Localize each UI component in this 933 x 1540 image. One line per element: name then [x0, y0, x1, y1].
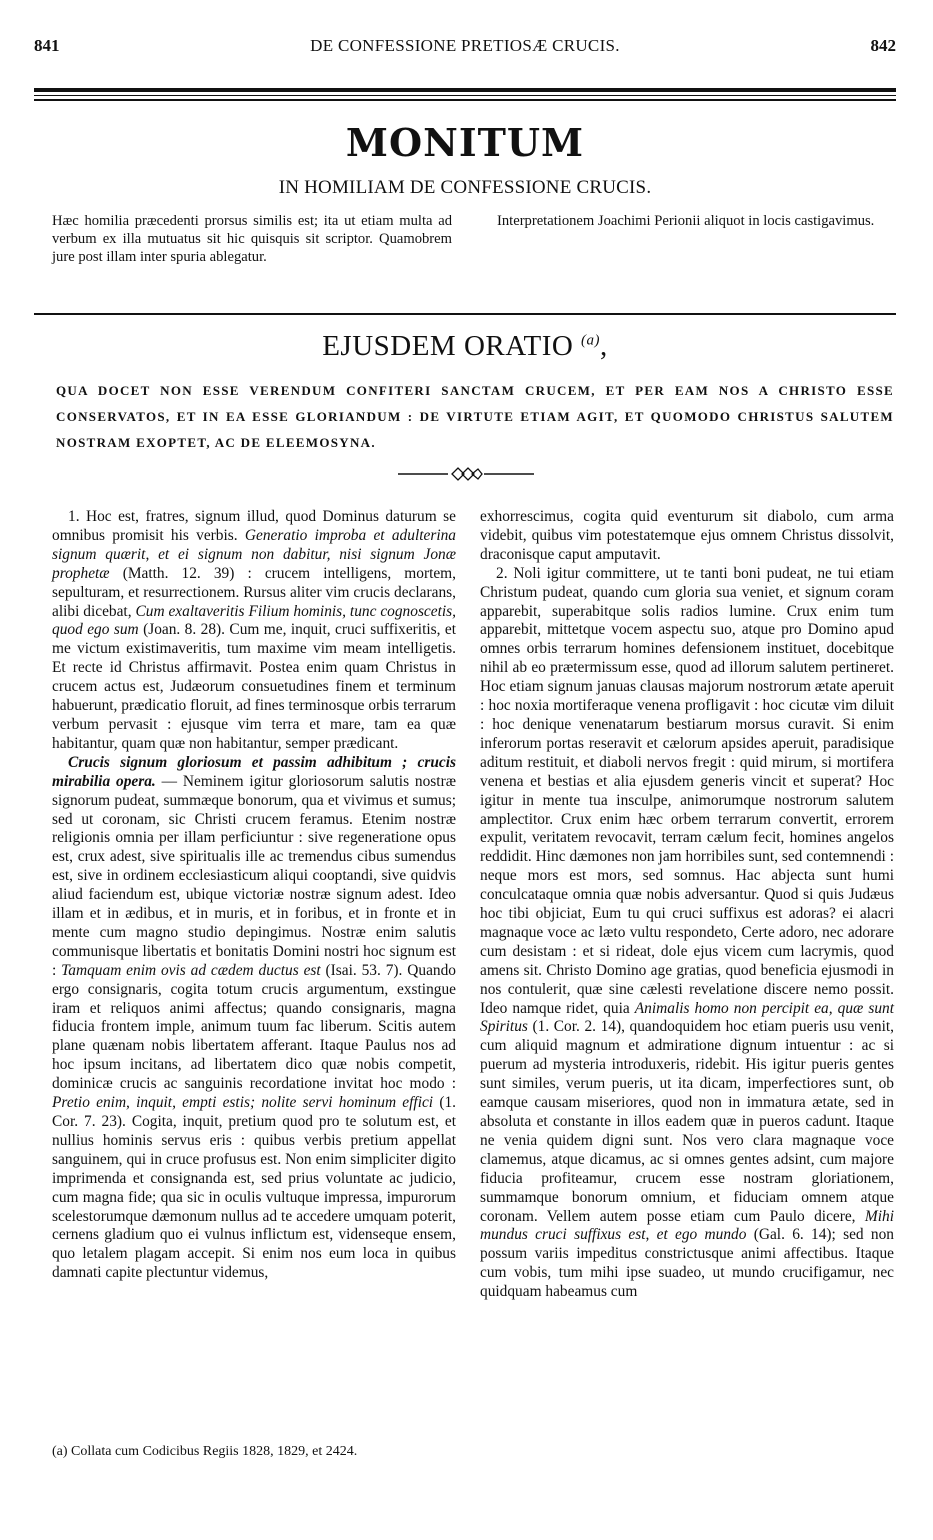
oratio-title-trail: , [600, 330, 608, 362]
header-rule-thin-2 [34, 99, 896, 101]
monitum-title: MONITUM [345, 120, 585, 165]
section-divider [34, 313, 896, 315]
ornament-divider [396, 464, 536, 484]
oratio-title-text: EJUSDEM ORATIO [322, 330, 574, 362]
header-rule-thick [34, 88, 896, 92]
monitum-right-text: Interpretationem Joachimi Perionii aliquot in locis castigavimus. [497, 213, 875, 229]
paragraph-continued: exhorrescimus, cogita quid eventurum sit diabolo, cum arma videbit, quibus vim potestatemque ejus omnem Christus dissolvit, draconisque caput amputavit. [480, 508, 894, 563]
left-column [52, 508, 456, 1283]
monitum-subtitle: IN HOMILIAM DE CONFESSIONE CRUCIS. [278, 177, 652, 198]
paragraph-1: 1. Hoc est, fratres, signum illud, quod Dominus daturum se omnibus promisit his verbis. Generatio improba et adulterina signum quærit, et ei signum non dabitur, nisi signum Jonæ prophetæ (Matth. 12. 39) : crucem intelligens, mortem, sepulturam, et resurrectionem. Rursus aliter vim crucis declarans, alibi dicebat, Cum exaltaveritis Filium hominis, tunc cognoscetis, quod ego sum (Joan. 8. 28). Cum me, inquit, cruci suffixeritis, et me victum existimaveritis, tum maxime vim meam intelligetis. Et recte id Christus affirmavit. Postea enim quam Christus in crucem actus est, Judæorum consuetudines finem et terminum habuerunt, prædicatio floruit, ad fines terminosque orbis terrarum verbum pervasit : ejusque vim terra et mare, tam ea quæ habitantur, quam quæ non habitantur, semper prædicant. [52, 508, 456, 752]
left-page-number: 841 [34, 36, 60, 55]
oratio-subtitle: QUA DOCET NON ESSE VERENDUM CONFITERI SANCTAM CRUCEM, ET PER EAM NOS A CHRISTO ESSE CONSERVATOS, ET IN EA ESSE GLORIANDUM : DE VIRTUTE ETIAM AGIT, ET QUOMODO CHRISTUS SALUTEM NOSTRAM EXOPTET, AC DE ELEEMOSYNA. [56, 383, 894, 450]
oratio-title [34, 330, 896, 363]
oratio-note-mark: (a) [581, 332, 601, 349]
running-header [34, 36, 896, 60]
paragraph-3: 2. Noli igitur committere, ut te tanti boni pudeat, ne tui etiam Christum pudeat, quando cum gloria sua veniet, et signum coram apparebit, superabitque solis radios lumine. Crux enim tum apparebit, mittetque vocem aspectu suo, atque pro Domino apud omnes orbis terrarum homines defensionem instituet, docebitque nihil ab eo prætermissum esse, quod ad illorum salutem pertineret. Hoc etiam signum januas clausas majorum nostrorum ætate aperuit : hoc noxia mortiferaque venena profligavit : hoc cicutæ vim diluit : hoc denique venenatarum bestiarum morsus curavit. Si enim inferorum portas reseravit et cælorum apsides aperuit, paradisique aditum restituit, et diaboli nervos fregit : quid mirum, si mortifera venena et bestias et alia ejusdem generis vincit et superat? Hoc igitur in mente tua insculpe, animorumque nostrorum salutem amplectitor. Crux enim hæc orbem terrarum convertit, errorem expulit, veritatem revocavit, terram cælum fecit, homines angelos reddidit. Hinc dæmones non jam horribiles sunt, sed contemnendi : neque mors est mors, sed somnus. Hac abjecta sunt humi conculcataque omnia quæ nobis adversantur. Quod si quis Judæus hoc tibi objiciat, Eum tu qui cruci suffixus est adoras? ei alacri magnaque voce ac læto vultu respondeto, Certe adoro, nec adorare cum desistam : et si rideat, dole ejus vicem cum lacrymis, quod amens sit. Christo Domino age gratias, quod beneficia ejusmodi in nos contulerit, quæ sine cælesti revelatione discere nemo possit. Ideo namque ridet, quia Animalis homo non percipit ea, quæ sunt Spiritus (1. Cor. 2. 14), quandoquidem hoc etiam pueris usu venit, cum aliquid magnum et admiratione dignum intuentur : ac si puerum ad mysteria introduxeris, ridebit. His igitur pueris gentes sunt similes, verum pueris, ut ita dicam, imperfectiores sunt, ob eamque causam miseriores, quod non in immatura ætate, sed in absoluta et constante in illos eadem quæ in pueros cadunt. Itaque ne venia quidem digni sunt. Nos vero clara magnaque voce clamemus, atque dicamus, ac si omnes gentes adsint, cum majore fiducia profiteamur, crucem esse nostram gloriationem, summamque bonorum omnium, et fiduciam omnem atque coronam. Vellem autem posse etiam cum Paulo dicere, Mihi mundus cruci suffixus est, et ego mundo (Gal. 6. 14); sed non possum variis impeditus constrictusque animi affectibus. Itaque cum vobis, tum mihi ipse suadeo, ut mundo crucifigamur, nec quidquam habeamus cum [480, 564, 894, 1301]
paragraph-2: Crucis signum gloriosum et passim adhibitum ; crucis mirabilia opera. — Neminem igitur gloriosorum salutis nostræ signorum pudeat, summæque bonorum, qua et vivimus et sumus; sed ut coronam, sic Christi crucem feramus. Etenim nostræ religionis omnia per illam perficiuntur : sive regeneratione opus est, crux adest, sive spiritualis ille ac tremendus cibus sumendus est, sive in ordinem ecclesiasticum aliqui cooptandi, sive quidvis aliud faciendum est, ubique victoriæ nostræ signum adest. Ideo illam et in ædibus, et in muris, et in foribus, et in fronte et in mente cum magno studio depingimus. Nostræ enim salutis communisque libertatis et bonitatis Domini nostri hoc signum est : Tamquam enim ovis ad cædem ductus est (Isai. 53. 7). Quando ergo consignaris, cogita totum crucis argumentum, exstingue iram et reliquos animi affectus; quando consignaris, magna fiducia frontem imple, animum tuum fac liberum. Scitis autem plane quænam nobis libertatem afferant. Itaque Paulus nos ad hoc ipsum incitans, ad libertatem dico quæ nobis competit, dominicæ crucis ac sanguinis recordatione invitat hoc modo : Pretio enim, inquit, empti estis; nolite servi hominum effici (1. Cor. 7. 23). Cogita, inquit, pretium quod pro te solutum est, et nullius hominis servus eris : quibus verbis pretium appellat sanguinem, qui in cruce profusus est. Non enim simpliciter digito imprimenda et consignanda est, sed prius voluntate ac judicio, cum magna fide; qua sic in oculis vultuque impressa, impurorum scelestorumque dæmonum nullus ad te accedere umquam poterit, cernens gladium quo ei vulnus inflictum est, videnseque ensem, quo letalem plagam accepit. Si enim nos eum loca in quibus damnati capite plectuntur videmus, [52, 753, 456, 1282]
running-title: DE CONFESSIONE PRETIOSÆ CRUCIS. [310, 36, 620, 55]
right-column [480, 508, 894, 1302]
footnote: (a) Collata cum Codicibus Regiis 1828, 1829, et 2424. [52, 1444, 358, 1459]
right-page-number: 842 [870, 36, 896, 55]
header-rule-thin [34, 95, 896, 96]
monitum-left-text: Hæc homilia præcedenti prorsus similis est; ita ut etiam multa ad verbum ex illa mutuatus sit hic quisquis sit scriptor. Quamobrem jure post illam inter spuria ablegatur. [52, 213, 452, 265]
